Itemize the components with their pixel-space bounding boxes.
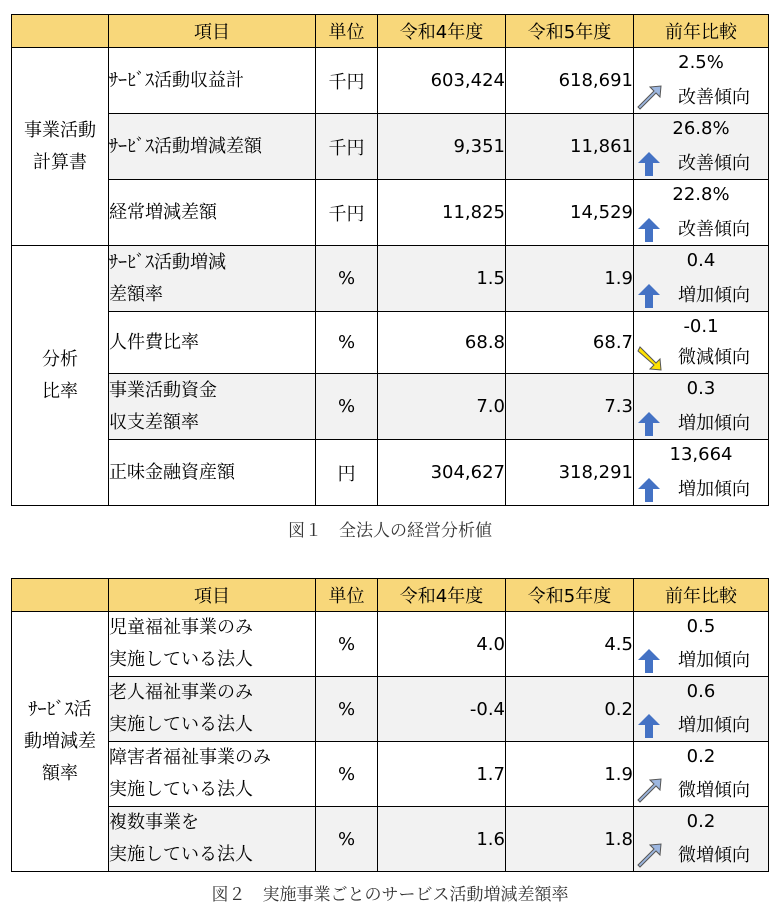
r4-value: 9,351	[378, 114, 506, 180]
comparison-value: -0.1	[683, 316, 719, 337]
table-management-indicators	[11, 14, 769, 506]
comparison-value: 2.5%	[678, 52, 724, 73]
comparison-cell	[634, 742, 769, 807]
table1-header-row	[12, 15, 769, 48]
comparison-cell	[634, 374, 769, 440]
table-row	[12, 440, 769, 506]
comparison-value: 0.3	[686, 378, 716, 399]
group-analysis-ratio: 分析 比率	[12, 246, 109, 506]
comparison-trend: 微増傾向	[678, 780, 750, 801]
r4-value: -0.4	[378, 677, 506, 742]
r5-value: 618,691	[506, 48, 634, 114]
table-row	[12, 374, 769, 440]
table-row	[12, 246, 769, 312]
comparison-value: 26.8%	[672, 118, 730, 139]
item-label: 児童福祉事業のみ 実施している法人	[109, 612, 316, 677]
diag-up-arrow-icon	[636, 778, 662, 804]
item-label: 事業活動資金 収支差額率	[109, 374, 316, 440]
item-label: 経常増減差額	[109, 180, 316, 246]
comparison-trend: 改善傾向	[678, 219, 750, 240]
comparison-value: 0.2	[686, 811, 716, 832]
table-row	[12, 807, 769, 872]
r5-value: 7.3	[506, 374, 634, 440]
unit-cell: 千円	[316, 180, 378, 246]
comparison-value: 0.6	[686, 681, 716, 702]
comparison-cell	[634, 246, 769, 312]
comparison-value: 0.5	[686, 616, 716, 637]
comparison-trend: 改善傾向	[678, 153, 750, 174]
table-row	[12, 612, 769, 677]
item-label: ｻｰﾋﾞｽ活動収益計	[109, 48, 316, 114]
figure-caption-1: 図１ 全法人の経営分析値	[288, 521, 492, 541]
comparison-cell	[634, 677, 769, 742]
header-r4: 令和4年度	[378, 579, 506, 612]
r5-value: 1.9	[506, 742, 634, 807]
comparison-cell	[634, 180, 769, 246]
up-arrow-icon	[636, 411, 662, 437]
r4-value: 7.0	[378, 374, 506, 440]
header-r4: 令和4年度	[378, 15, 506, 48]
unit-cell: 千円	[316, 48, 378, 114]
group-income-statement: 事業活動 計算書	[12, 48, 109, 246]
table-service-margin-by-business	[11, 578, 769, 872]
unit-cell: 円	[316, 440, 378, 506]
table-row	[12, 312, 769, 374]
table-row	[12, 48, 769, 114]
up-arrow-icon	[636, 283, 662, 309]
comparison-cell	[634, 114, 769, 180]
header-r5: 令和5年度	[506, 15, 634, 48]
unit-cell: 千円	[316, 114, 378, 180]
table2-header-row	[12, 579, 769, 612]
comparison-trend: 微減傾向	[678, 347, 750, 368]
up-arrow-icon	[636, 477, 662, 503]
up-arrow-icon	[636, 713, 662, 739]
unit-cell: %	[316, 374, 378, 440]
item-label: 複数事業を 実施している法人	[109, 807, 316, 872]
r5-value: 11,861	[506, 114, 634, 180]
item-label: 障害者福祉事業のみ 実施している法人	[109, 742, 316, 807]
r4-value: 4.0	[378, 612, 506, 677]
header-item: 項目	[109, 579, 316, 612]
r5-value: 318,291	[506, 440, 634, 506]
r5-value: 4.5	[506, 612, 634, 677]
comparison-value: 13,664	[669, 444, 733, 465]
r5-value: 1.8	[506, 807, 634, 872]
r4-value: 603,424	[378, 48, 506, 114]
header-unit: 単位	[316, 579, 378, 612]
comparison-cell	[634, 312, 769, 374]
header-cmp: 前年比較	[634, 15, 769, 48]
up-arrow-icon	[636, 648, 662, 674]
comparison-cell	[634, 807, 769, 872]
diag-down-arrow-icon	[636, 345, 662, 371]
comparison-trend: 増加傾向	[678, 715, 750, 736]
header-cmp: 前年比較	[634, 579, 769, 612]
r4-value: 1.5	[378, 246, 506, 312]
header-blank	[12, 579, 109, 612]
up-arrow-icon	[636, 151, 662, 177]
r5-value: 1.9	[506, 246, 634, 312]
header-item: 項目	[109, 15, 316, 48]
comparison-value: 0.4	[686, 250, 716, 271]
r4-value: 11,825	[378, 180, 506, 246]
r4-value: 1.7	[378, 742, 506, 807]
comparison-trend: 増加傾向	[678, 479, 750, 500]
comparison-trend: 増加傾向	[678, 650, 750, 671]
header-blank	[12, 15, 109, 48]
unit-cell: %	[316, 677, 378, 742]
comparison-trend: 増加傾向	[678, 285, 750, 306]
unit-cell: %	[316, 246, 378, 312]
comparison-cell	[634, 440, 769, 506]
unit-cell: %	[316, 742, 378, 807]
table-row	[12, 742, 769, 807]
table-row	[12, 677, 769, 742]
item-label: ｻｰﾋﾞｽ活動増減 差額率	[109, 246, 316, 312]
item-label: 老人福祉事業のみ 実施している法人	[109, 677, 316, 742]
item-label: 正味金融資産額	[109, 440, 316, 506]
unit-cell: %	[316, 612, 378, 677]
comparison-value: 0.2	[686, 746, 716, 767]
r4-value: 68.8	[378, 312, 506, 374]
comparison-trend: 増加傾向	[678, 413, 750, 434]
r5-value: 68.7	[506, 312, 634, 374]
table-row	[12, 114, 769, 180]
unit-cell: %	[316, 312, 378, 374]
r4-value: 1.6	[378, 807, 506, 872]
comparison-cell	[634, 612, 769, 677]
unit-cell: %	[316, 807, 378, 872]
comparison-trend: 改善傾向	[678, 87, 750, 108]
up-arrow-icon	[636, 217, 662, 243]
figure-caption-2: 図２ 実施事業ごとのサービス活動増減差額率	[211, 885, 569, 905]
r4-value: 304,627	[378, 440, 506, 506]
item-label: 人件費比率	[109, 312, 316, 374]
comparison-trend: 微増傾向	[678, 845, 750, 866]
diag-up-arrow-icon	[636, 85, 662, 111]
header-unit: 単位	[316, 15, 378, 48]
comparison-cell	[634, 48, 769, 114]
header-r5: 令和5年度	[506, 579, 634, 612]
r5-value: 0.2	[506, 677, 634, 742]
group-service-margin-ratio: ｻｰﾋﾞｽ活 動増減差 額率	[12, 612, 109, 872]
comparison-value: 22.8%	[672, 184, 730, 205]
r5-value: 14,529	[506, 180, 634, 246]
table-row	[12, 180, 769, 246]
diag-up-arrow-icon	[636, 843, 662, 869]
item-label: ｻｰﾋﾞｽ活動増減差額	[109, 114, 316, 180]
